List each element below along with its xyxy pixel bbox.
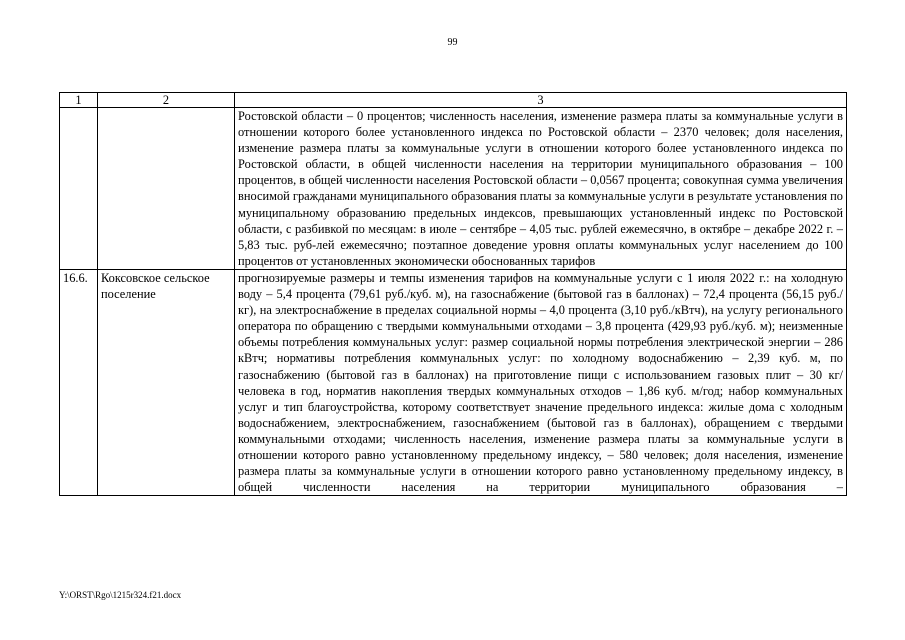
row-number: 16.6. <box>60 269 98 495</box>
row-municipality: Коксовское сельское поселение <box>98 269 235 495</box>
table-row <box>60 269 847 495</box>
column-header-2: 2 <box>98 93 235 108</box>
table-row <box>60 108 847 270</box>
document-file-path: Y:\ORST\Rgo\1215r324.f21.docx <box>59 590 182 600</box>
table-header-row <box>60 93 847 108</box>
document-table <box>59 92 847 496</box>
page-number: 99 <box>447 37 458 48</box>
row-description: прогнозируемые размеры и темпы изменения тарифов на коммунальные услуги с 1 июля 2022 г.: на холодную воду – 5,4 процента (79,61 руб./куб. м), на газоснабжение (бытовой газ в баллонах) – 72,4 процента (56,15 руб./кг), на электроснабжение в пределах социальной нормы – 4,0 процента (3,10 руб./кВтч), на услугу регионального оператора по обращению с твердыми коммунальными отходами – 3,8 процента (429,93 руб./куб. м); неизменные объемы потребления коммунальных услуг: размер социальной нормы потребления электрической энергии – 286 кВтч; нормативы потребления коммунальных услуг: по холодному водоснабжению – 2,39 куб. м, по газоснабжению (бытовой газ в баллонах) на приготовление пищи с использованием газовых плит – 30 кг/человека в год, норматив накопления твердых коммунальных отходов – 1,86 куб. м/год; набор коммунальных услуг и тип благоустройства, которому соответствует значение предельного индекса: жилые дома с холодным водоснабжением, электроснабжением, газоснабжением (бытовой газ в баллонах), обращением с твердыми коммунальными отходами; численность населения, изменение размера платы за коммунальные услуги в отношении которого равно установленному предельному индексу, – 580 человек; доля населения, изменение размера платы за коммунальные услуги в отношении которого равно установленному предельному индексу, в общей численности населения на территории муниципального образования – <box>235 269 847 495</box>
column-header-3: 3 <box>235 93 847 108</box>
row-description: Ростовской области – 0 процентов; численность населения, изменение размера платы за коммунальные услуги в отношении которого более установленного индекса по Ростовской области – 2370 человек; доля населения, изменение размера платы за коммунальные услуги в отношении которого более установленного индекса по Ростовской области, в общей численности населения на территории муниципального образования – 100 процентов, в общей численности населения Ростовской области – 0,0567 процента; совокупная сумма увеличения вносимой гражданами муниципального образования платы за коммунальные услуги в результате установления по муниципальному образованию предельных индексов, превышающих установленный индекс по Ростовской области, с разбивкой по месяцам: в июле – сентябре – 4,05 тыс. рублей ежемесячно, в октябре – декабре 2022 г. – 5,83 тыс. руб-лей ежемесячно; поэтапное доведение уровня оплаты коммунальных услуг населением до 100 процентов от установленных экономически обоснованных тарифов <box>235 108 847 270</box>
row-municipality <box>98 108 235 270</box>
column-header-1: 1 <box>60 93 98 108</box>
row-number <box>60 108 98 270</box>
